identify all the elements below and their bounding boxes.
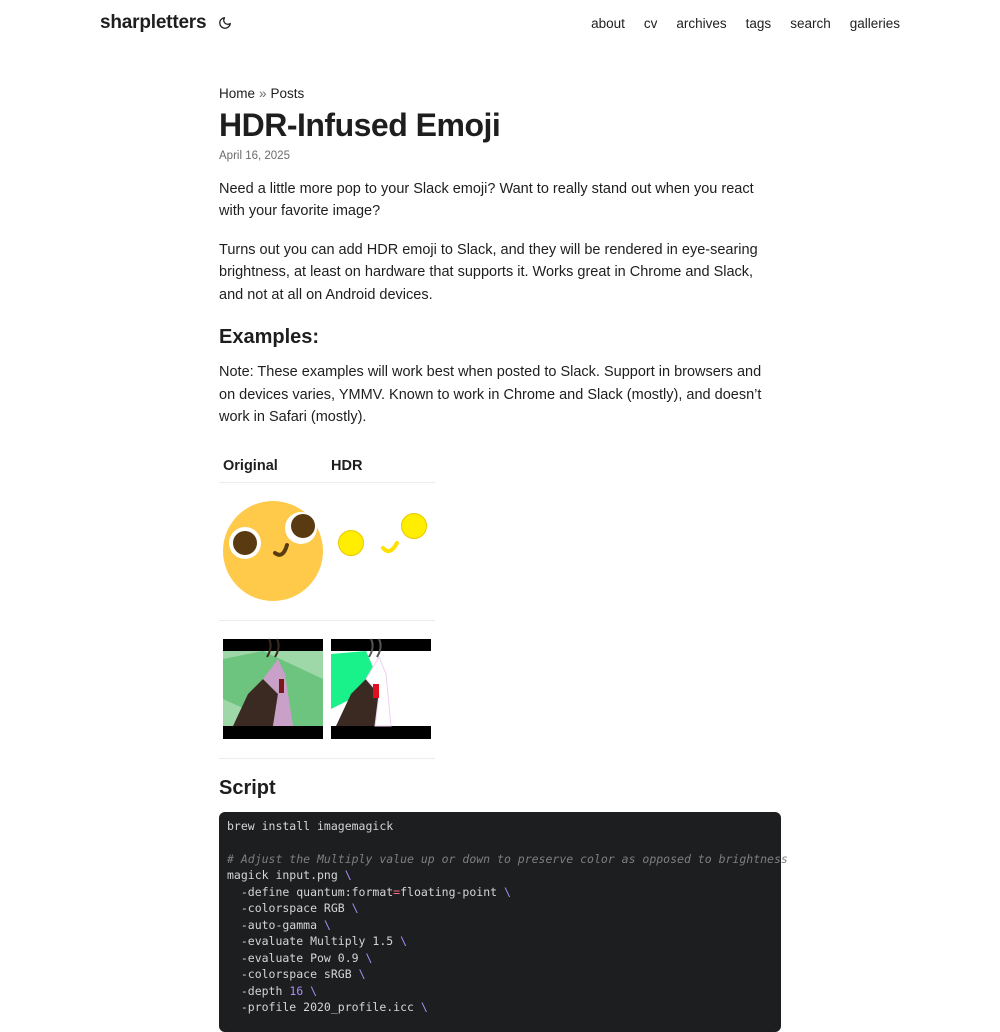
post-date: April 16, 2025: [219, 149, 290, 162]
examples-note: Note: These examples will work best when posted to Slack. Support in browsers and on devices varies, YMMV. Known to work in Chrome and Slack (mostly), and doesn’t work in Safari (mostly).: [219, 364, 762, 426]
code-line: -colorspace sRGB: [227, 967, 359, 982]
nav-archives[interactable]: archives: [676, 15, 727, 31]
breadcrumb: [219, 86, 781, 101]
code-line: -colorspace RGB: [227, 901, 352, 916]
code-operator: =: [393, 884, 401, 899]
hdr-emoji-cell: [327, 482, 435, 620]
nav-cv[interactable]: cv: [643, 15, 658, 31]
code-backslash: \: [310, 983, 318, 998]
site-logo[interactable]: sharpletters: [100, 12, 207, 33]
nav-search[interactable]: search: [790, 15, 831, 31]
original-emoji-cell: [219, 482, 327, 620]
nav-tags[interactable]: tags: [745, 15, 772, 31]
breadcrumb-separator: »: [259, 86, 267, 101]
column-header-original: Original: [219, 453, 327, 483]
code-backslash: \: [400, 934, 408, 949]
code-line: -evaluate Pow 0.9: [227, 950, 366, 965]
nav-about[interactable]: about: [591, 15, 625, 31]
table-row: [219, 620, 435, 758]
code-line: -define quantum:format: [227, 884, 394, 899]
intro-paragraph-1: Need a little more pop to your Slack emoji? Want to really stand out when you react with your favorite image?: [219, 180, 754, 220]
code-backslash: \: [503, 884, 511, 899]
intro-paragraph-2: Turns out you can add HDR emoji to Slack, and they will be rendered in eye-searing brightness, at least on hardware that supports it. Works great in Chrome and Slack, and not at all on Android devices.: [219, 241, 758, 303]
moon-icon[interactable]: [216, 14, 234, 32]
code-line: -evaluate Multiply 1.5: [227, 934, 401, 949]
code-backslash: \: [344, 868, 352, 883]
code-backslash: \: [323, 917, 331, 932]
code-number: 16: [289, 983, 304, 998]
examples-table: [219, 453, 435, 759]
hdr-emoji-image: [331, 501, 431, 601]
code-line: magick input.png: [227, 868, 345, 883]
original-emoji-image: [223, 501, 323, 601]
site-header: [100, 0, 900, 46]
post-title: HDR-Infused Emoji: [219, 107, 501, 143]
hdr-animation-image: [331, 639, 431, 739]
main-nav: [591, 16, 900, 31]
code-line: brew install imagemagick: [227, 818, 394, 833]
hdr-animation-cell: [327, 620, 435, 758]
nav-galleries[interactable]: galleries: [849, 15, 900, 31]
script-heading: Script: [219, 776, 276, 799]
breadcrumb-home[interactable]: Home: [219, 86, 256, 101]
code-backslash: \: [420, 1000, 428, 1015]
code-line: floating-point: [400, 884, 504, 899]
code-line: -auto-gamma: [227, 917, 324, 932]
code-line: -profile 2020_profile.icc: [227, 1000, 421, 1015]
column-header-hdr: HDR: [327, 453, 435, 483]
original-animation-cell: [219, 620, 327, 758]
original-animation-image: [223, 639, 323, 739]
table-row: [219, 482, 435, 620]
code-backslash: \: [351, 901, 359, 916]
code-block[interactable]: [219, 812, 788, 1032]
code-backslash: \: [365, 950, 373, 965]
examples-heading: Examples:: [219, 326, 320, 349]
code-line: -depth: [227, 983, 290, 998]
code-comment: # Adjust the Multiply value up or down to preserve color as opposed to brightness: [227, 851, 788, 866]
brand: [100, 12, 234, 34]
breadcrumb-posts[interactable]: Posts: [270, 86, 305, 101]
code-backslash: \: [358, 967, 366, 982]
post-content: [219, 86, 788, 1032]
